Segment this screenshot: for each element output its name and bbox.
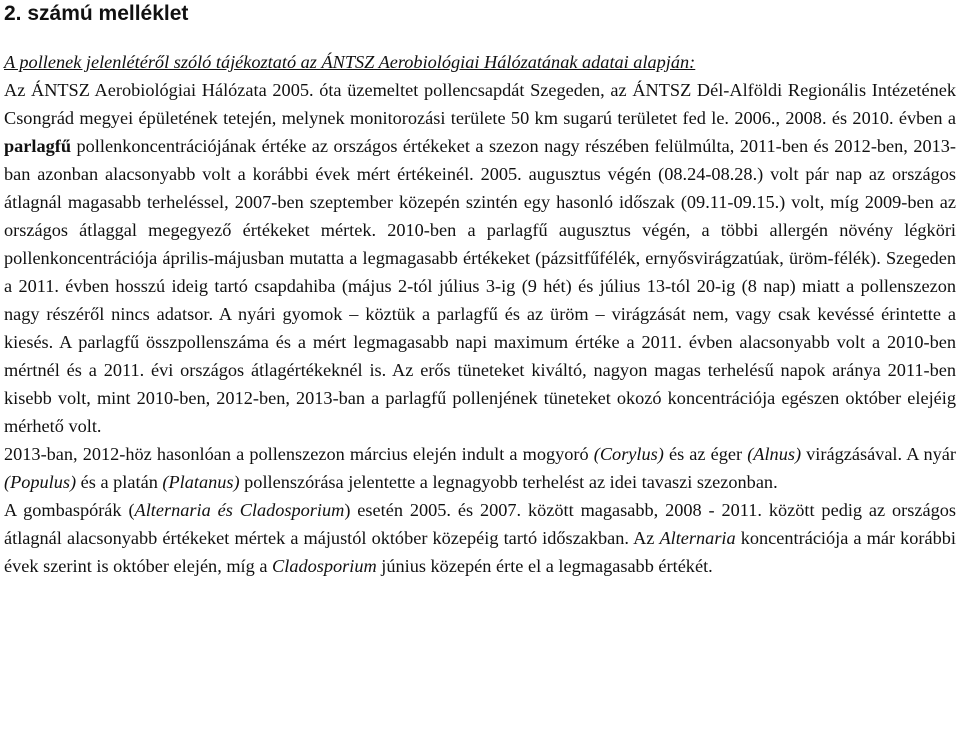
paragraph-3-text-d: június közepén érte el a legmagasabb értékét. — [376, 556, 713, 576]
paragraph-2-italic-populus: (Populus) — [4, 472, 77, 492]
paragraph-1-text-b: pollenkoncentrációjának értéke az országos értékeket a szezon nagy részében felülmúlta, 2011-ben és 2012-ben, 2013-ban azonban alacsonyabb volt a korábbi évek mért értékeinél. 2005. augusztus végén (08.24-08.28.) volt pár nap az országos átlagnál magasabb terheléssel, 2007-ben szeptember közepén szintén egy hasonló időszak (09.11-09.15.) volt, míg 2009-ben az országos átlaggal megegyező értékeket mértek. 2010-ben a parlagfű augusztus végén, a többi allergén növény légköri pollenkoncentrációja április-májusban mutatta a legmagasabb értékeket (pázsitfűfélék, ernyősvirágzatúak, üröm-félék). Szegeden a 2011. évben hosszú ideig tartó csapdahiba (május 2-tól július 3-ig (9 hét) és július 13-tól 20-ig (8 nap) miatt a pollenszezon nagy részéről nincs adatsor. A nyári gyomok – köztük a parlagfű és az üröm – virágzását nem, vagy csak kevéssé érintette a kiesés. A parlagfű összpollenszáma és a mért legmagasabb napi maximum értéke a 2011. évben alacsonyabb volt a 2010-ben mértnél és a 2011. évi országos átlagértékeknél is. Az erős tüneteket kiváltó, nagyon magas terhelésű napok aránya 2011-ben kisebb volt, mint 2010-ben, 2012-ben, 2013-ban a parlagfű pollenjének tüneteket okozó koncentrációja egészen október elejéig mérhető volt. — [4, 136, 956, 436]
document-body — [4, 48, 956, 580]
document-title: A pollenek jelenlétéről szóló tájékoztató az ÁNTSZ Aerobiológiai Hálózatának adatai alapján: — [4, 52, 696, 72]
paragraph-2-italic-corylus: (Corylus) — [593, 444, 664, 464]
paragraph-2-text-e: pollenszórása jelentette a legnagyobb terhelést az idei tavaszi szezonban. — [239, 472, 778, 492]
paragraph-2-text-b: és az éger — [663, 444, 748, 464]
paragraph-3 — [4, 496, 956, 580]
paragraph-1-bold-term: parlagfű — [4, 136, 72, 156]
paragraph-2-italic-alnus: (Alnus) — [747, 444, 802, 464]
paragraph-2 — [4, 440, 956, 496]
paragraph-3-text-c: koncentrációja a már korábbi évek szerint is október elején, míg a — [4, 528, 956, 576]
paragraph-2-text-a: 2013-ban, 2012-höz hasonlóan a pollenszezon március elején indult a mogyoró — [4, 444, 594, 464]
paragraph-3-italic-cladosporium: Cladosporium — [272, 556, 377, 576]
document-title-line — [4, 48, 956, 76]
paragraph-2-italic-platanus: (Platanus) — [162, 472, 240, 492]
paragraph-3-italic-alternaria: Alternaria — [659, 528, 736, 548]
page-heading: 2. számú melléklet — [4, 2, 189, 25]
paragraph-2-text-c: virágzásával. A nyár — [801, 444, 956, 464]
paragraph-3-italic-species: Alternaria és Cladosporium — [134, 500, 345, 520]
paragraph-2-text-d: és a platán — [76, 472, 163, 492]
paragraph-3-text-a: A gombaspórák ( — [4, 500, 135, 520]
paragraph-1 — [4, 76, 956, 440]
paragraph-3-text-b: ) esetén 2005. és 2007. között magasabb, 2008 - 2011. között pedig az országos átlagnál alacsonyabb értékeket mértek a májustól október közepéig tartó időszakban. Az — [4, 500, 957, 548]
paragraph-1-text-a: Az ÁNTSZ Aerobiológiai Hálózata 2005. óta üzemeltet pollencsapdát Szegeden, az ÁNTSZ Dél-Alföldi Regionális Intézetének Csongrád megyei épületének tetején, melynek monitorozási területe 50 km sugarú területet fed le. 2006., 2008. és 2010. évben a — [4, 80, 956, 128]
